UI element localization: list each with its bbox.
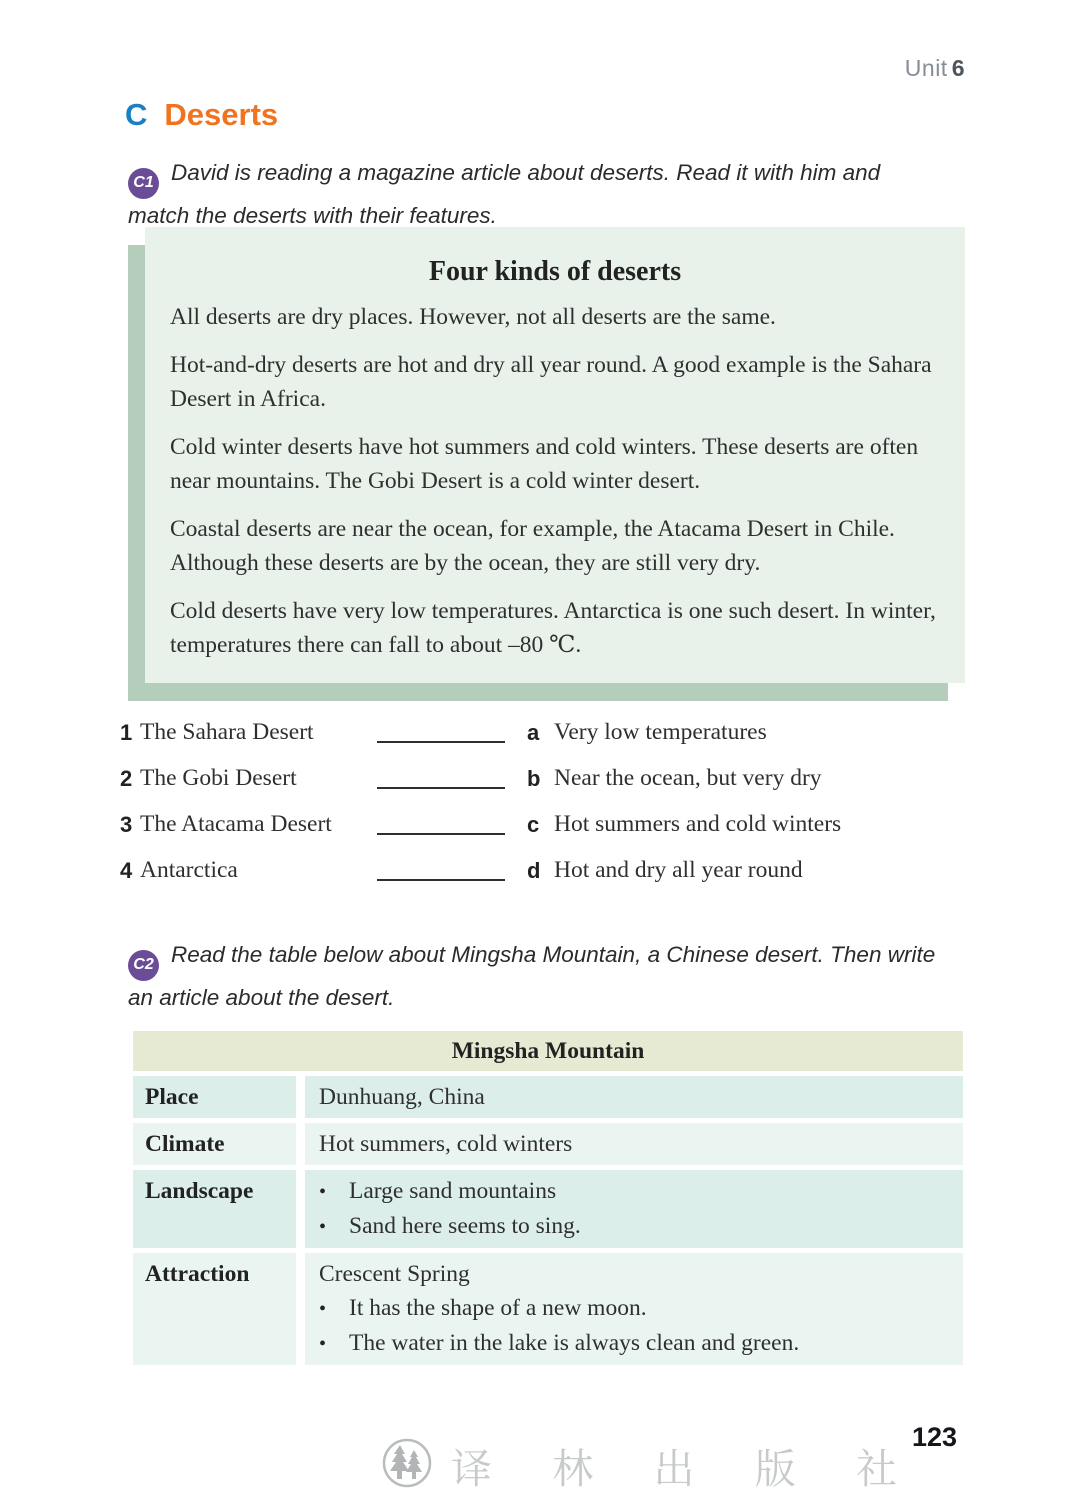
exercise-c2-instruction xyxy=(128,938,946,1015)
item-number: 3 xyxy=(120,812,133,837)
item-number: 2 xyxy=(120,766,133,791)
content-text: The water in the lake is always clean and green. xyxy=(349,1330,800,1356)
option-letter: b xyxy=(527,766,541,791)
article-paragraph: Cold deserts have very low temperatures. Antarctica is one such desert. In winter, temperatures there can fall to about –80 ℃. xyxy=(170,597,936,658)
answer-blank[interactable] xyxy=(377,719,505,743)
answer-blank[interactable] xyxy=(377,857,505,881)
exercise-c1-badge: C1 xyxy=(128,168,159,199)
match-row xyxy=(120,718,975,746)
bullet-icon: • xyxy=(319,1333,327,1355)
content-text: It has the shape of a new moon. xyxy=(349,1295,647,1321)
bullet-icon: • xyxy=(319,1181,327,1203)
bullet-icon: • xyxy=(319,1216,327,1238)
row-label: Climate xyxy=(133,1123,296,1165)
answer-blank[interactable] xyxy=(377,811,505,835)
matching-exercise xyxy=(120,718,975,902)
article-paragraph: Cold winter deserts have hot summers and cold winters. These deserts are often near mountains. The Gobi Desert is a cold winter desert. xyxy=(170,433,919,494)
publisher-name: 译 林 出 版 社 xyxy=(451,1446,922,1492)
bullet-icon: • xyxy=(319,1298,327,1320)
content-text: Crescent Spring xyxy=(319,1261,470,1287)
item-number: 4 xyxy=(120,858,133,883)
content-text: Hot summers, cold winters xyxy=(319,1131,573,1157)
unit-number: 6 xyxy=(951,55,965,81)
unit-word: Unit xyxy=(904,55,948,81)
option-letter: a xyxy=(527,720,540,745)
section-letter: C xyxy=(125,97,148,132)
option-text: Hot and dry all year round xyxy=(554,857,803,883)
exercise-c1-instruction xyxy=(128,156,946,233)
article-paragraph: All deserts are dry places. However, not all deserts are the same. xyxy=(170,304,776,330)
publisher-logo-icon xyxy=(381,1437,433,1494)
table-title: Mingsha Mountain xyxy=(133,1031,963,1071)
item-name: The Gobi Desert xyxy=(140,765,297,791)
exercise-c2-badge: C2 xyxy=(128,950,159,981)
unit-label xyxy=(905,55,965,82)
item-name: The Sahara Desert xyxy=(140,719,314,745)
table-row xyxy=(133,1170,963,1248)
item-name: The Atacama Desert xyxy=(140,811,332,837)
item-number: 1 xyxy=(120,720,133,745)
option-text: Very low temperatures xyxy=(554,719,767,745)
match-row xyxy=(120,856,975,884)
page-title: Deserts xyxy=(164,97,279,132)
row-content xyxy=(305,1253,963,1365)
content-line xyxy=(319,1291,963,1326)
article-title: Four kinds of deserts xyxy=(428,256,682,287)
row-content xyxy=(305,1076,963,1118)
option-text: Near the ocean, but very dry xyxy=(554,765,822,791)
option-letter: c xyxy=(527,812,540,837)
content-line xyxy=(319,1326,963,1361)
row-label: Place xyxy=(133,1076,296,1118)
mingsha-mountain-table xyxy=(133,1031,963,1365)
content-line xyxy=(319,1080,963,1114)
content-line xyxy=(319,1127,963,1161)
exercise-c1-text: David is reading a magazine article about deserts. Read it with him and match the deserts with their features. xyxy=(128,160,881,228)
table-row xyxy=(133,1253,963,1365)
article-paragraph: Hot-and-dry deserts are hot and dry all year round. A good example is the Sahara Desert in Africa. xyxy=(170,351,932,412)
row-label: Landscape xyxy=(133,1170,296,1248)
content-text: Large sand mountains xyxy=(349,1178,557,1204)
content-text: Dunhuang, China xyxy=(319,1084,485,1110)
option-letter: d xyxy=(527,858,541,883)
content-line xyxy=(319,1209,963,1244)
option-text: Hot summers and cold winters xyxy=(554,811,842,837)
row-label: Attraction xyxy=(133,1253,296,1365)
row-content xyxy=(305,1123,963,1165)
content-line xyxy=(319,1174,963,1209)
article-paragraph: Coastal deserts are near the ocean, for example, the Atacama Desert in Chile. Although these deserts are by the ocean, they are still very dry. xyxy=(170,515,895,576)
table-row xyxy=(133,1076,963,1118)
row-content xyxy=(305,1170,963,1248)
section-heading xyxy=(125,97,278,133)
table-row xyxy=(133,1123,963,1165)
page-number: 123 xyxy=(911,1422,957,1452)
content-text: Sand here seems to sing. xyxy=(349,1213,581,1239)
reading-article-box xyxy=(145,227,965,683)
match-row xyxy=(120,764,975,792)
exercise-c2-text: Read the table below about Mingsha Mountain, a Chinese desert. Then write an article about the desert. xyxy=(128,942,936,1010)
content-line xyxy=(319,1257,963,1291)
publisher-watermark xyxy=(381,1436,922,1495)
match-row xyxy=(120,810,975,838)
answer-blank[interactable] xyxy=(377,765,505,789)
item-name: Antarctica xyxy=(140,857,238,883)
